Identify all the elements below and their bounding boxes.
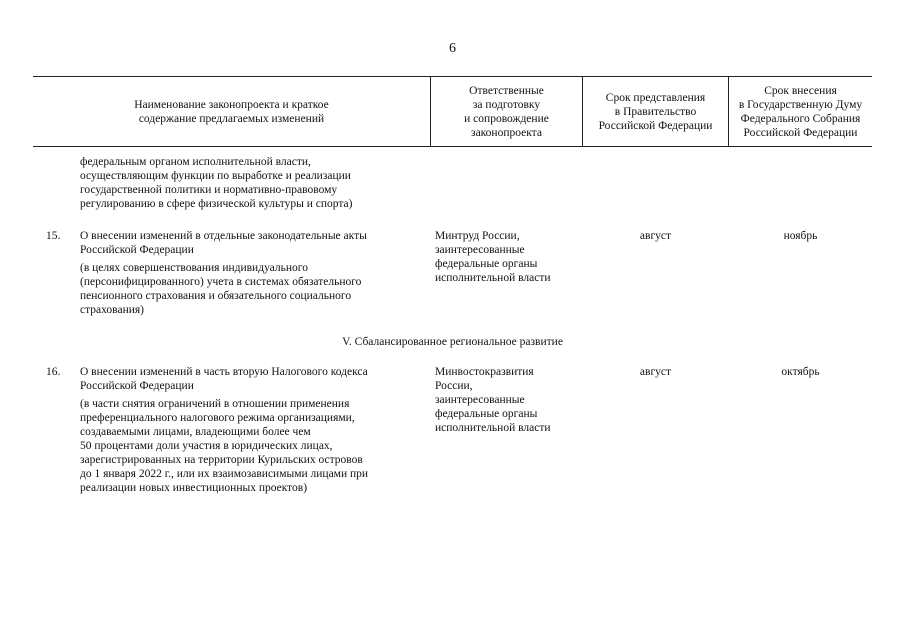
row-name-cell: [80, 229, 425, 321]
header-bottom-border: [33, 146, 872, 147]
row-title: О внесении изменений в отдельные законодательные акты Российской Федерации: [80, 230, 367, 256]
header-col-duma-deadline: Срок внесения в Государственную Думу Федерального Собрания Российской Федерации: [738, 84, 863, 139]
page-number: 6: [449, 41, 456, 56]
row-responsible: Минвостокразвития России, заинтересованные федеральные органы исполнительной власти: [435, 366, 551, 434]
continuation-text: федеральным органом исполнительной власти, осуществляющим функции по выработке и реализации государственной политики и нормативно-правовому регулированию в сфере физической культуры и спорта): [80, 156, 353, 210]
row-name-cell: [80, 365, 425, 499]
row-responsible: Минтруд России, заинтересованные федеральные органы исполнительной власти: [435, 230, 551, 284]
section-title: V. Сбалансированное региональное развитие: [342, 336, 563, 348]
row-title: О внесении изменений в часть вторую Налогового кодекса Российской Федерации: [80, 366, 368, 392]
row-gov-deadline: август: [639, 366, 672, 378]
row-duma-deadline: ноябрь: [783, 230, 818, 242]
header-col-responsible: Ответственные за подготовку и сопровождение законопроекта: [464, 84, 549, 139]
header-col-name: Наименование законопроекта и краткое содержание предлагаемых изменений: [134, 98, 329, 125]
header-col-gov-deadline: Срок представления в Правительство Российской Федерации: [598, 91, 713, 132]
row-duma-deadline: октябрь: [781, 366, 820, 378]
row-description: (в части снятия ограничений в отношении применения преференциального налогового режима организациями, создаваемыми лицами, владеющими более чем 50 процентами доли участия в юридических лицах, зарегистрированных на территории Курильских островов до 1 января 2022 г., или их взаимозависимыми лицами при реализации новых инвестиционных проектов): [80, 398, 369, 494]
row-description: (в целях совершенствования индивидуального (персонифицированного) учета в системах обязательного пенсионного страхования и обязательного социального страхования): [80, 262, 362, 316]
row-number: 15.: [46, 230, 61, 242]
row-gov-deadline: август: [639, 230, 672, 242]
row-number: 16.: [46, 366, 61, 378]
